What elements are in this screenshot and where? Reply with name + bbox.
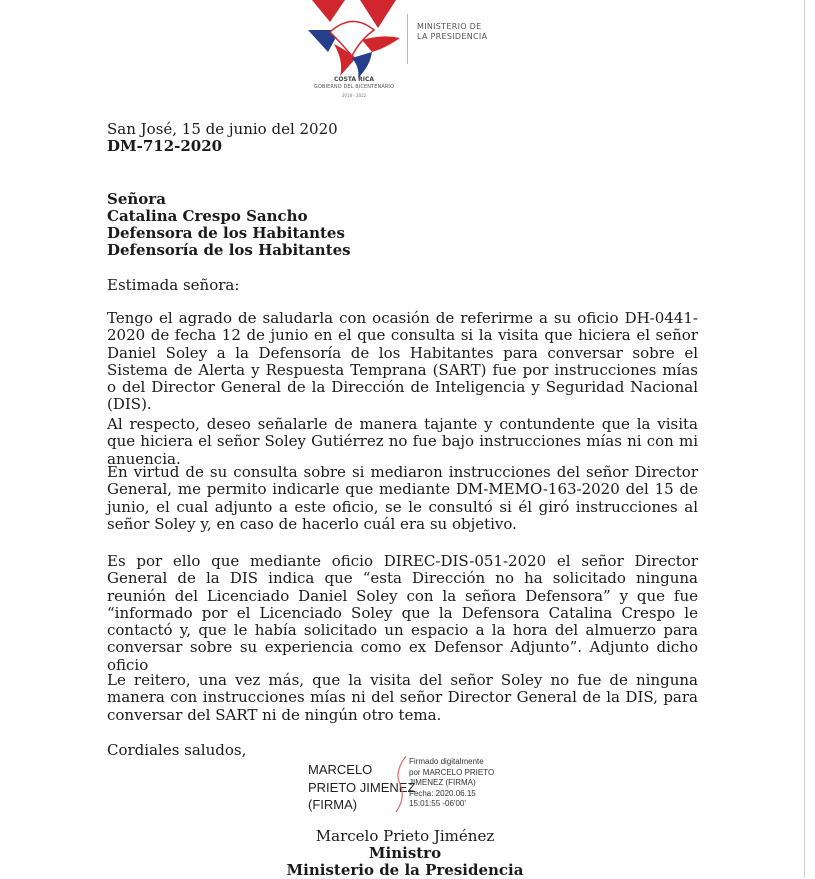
salutation: Estimada señora: bbox=[107, 276, 240, 294]
body-paragraph-1: Tengo el agrado de saludarla con ocasión de referirme a su oficio DH-0441-2020 de fecha 12 de junio en el que consulta si la visita que hiciera el señor Daniel Soley a la Defensoría de los Habitantes para conversar sobre el Sistema de Alerta y Respuesta Temprana (SART) fue por instrucciones mías o del Director General de la Dirección de Inteligencia y Seguridad Nacional (DIS). bbox=[107, 309, 698, 414]
document-reference: DM-712-2020 bbox=[107, 137, 223, 155]
digital-line-5: 15:01:55 -06'00' bbox=[409, 799, 466, 809]
recipient-line-3: Defensora de los Habitantes bbox=[107, 224, 345, 242]
country-label: COSTA RICA bbox=[333, 76, 375, 83]
digital-line-2: por MARCELO PRIETO bbox=[409, 767, 495, 777]
digital-signature-details bbox=[409, 757, 494, 810]
digital-line-3: JIMENEZ (FIRMA) bbox=[409, 778, 476, 788]
body-paragraph-3: En virtud de su consulta sobre si mediaron instrucciones del señor Director General, me permito indicarle que mediante DM-MEMO-163-2020 del 15 de junio, el cual adjunto a este oficio, se le consultó si él giró instrucciones al señor Soley y, en caso de hacerlo cuál era su objetivo. bbox=[107, 463, 698, 533]
recipient-line-2: Catalina Crespo Sancho bbox=[107, 207, 308, 225]
body-paragraph-5: Le reitero, una vez más, que la visita del señor Soley no fue de ninguna manera con instrucciones mías ni del señor Director General de la DIS, para conversar del SART ni de ningún otro tema. bbox=[107, 671, 698, 724]
page-edge bbox=[804, 0, 805, 877]
digital-line-4: Fecha: 2020.06.15 bbox=[409, 788, 476, 798]
signature-name-line-3: (FIRMA) bbox=[308, 797, 358, 812]
signature-flourish-icon bbox=[392, 754, 410, 814]
government-years: 2018 - 2022 bbox=[341, 93, 367, 98]
body-paragraph-2: Al respecto, deseo señalarle de manera tajante y contundente que la visita que hiciera el señor Soley Gutiérrez no fue bajo instrucciones mías ni con mi anuencia. bbox=[107, 415, 698, 468]
body-paragraph-4: Es por ello que mediante oficio DIREC-DIS-051-2020 el señor Director General de la DIS indica que “esta Dirección no ha solicitado ninguna reunión del Licenciado Daniel Soley con la señora Defensora” y que fue “informado por el Licenciado Soley que la Defensora Catalina Crespo le contactó y, que le había solicitado un espacio a la hora del almuerzo para conversar sobre su experiencia como ex Defensor Adjunto”. Adjunto dicho oficio bbox=[107, 552, 698, 674]
signature-name-line-1: MARCELO bbox=[308, 762, 373, 777]
closing: Cordiales saludos, bbox=[107, 741, 247, 759]
signer-name: Marcelo Prieto Jiménez bbox=[315, 827, 495, 845]
recipient-line-4: Defensoría de los Habitantes bbox=[107, 241, 351, 259]
recipient-line-1: Señora bbox=[107, 190, 166, 208]
digital-line-1: Firmado digitalmente bbox=[409, 757, 484, 766]
signer-office: Ministerio de la Presidencia bbox=[286, 861, 524, 879]
signer-title: Ministro bbox=[368, 844, 442, 862]
ministry-line-1: MINISTERIO DE bbox=[417, 22, 482, 31]
logo-divider bbox=[407, 14, 408, 64]
ministry-logo-text bbox=[417, 22, 487, 42]
ministry-line-2: LA PRESIDENCIA bbox=[417, 32, 488, 41]
signature-name-line-2: PRIETO JIMENEZ bbox=[308, 779, 416, 795]
government-label: GOBIERNO DEL BICENTENARIO bbox=[313, 84, 395, 90]
place-date: San José, 15 de junio del 2020 bbox=[107, 120, 338, 138]
